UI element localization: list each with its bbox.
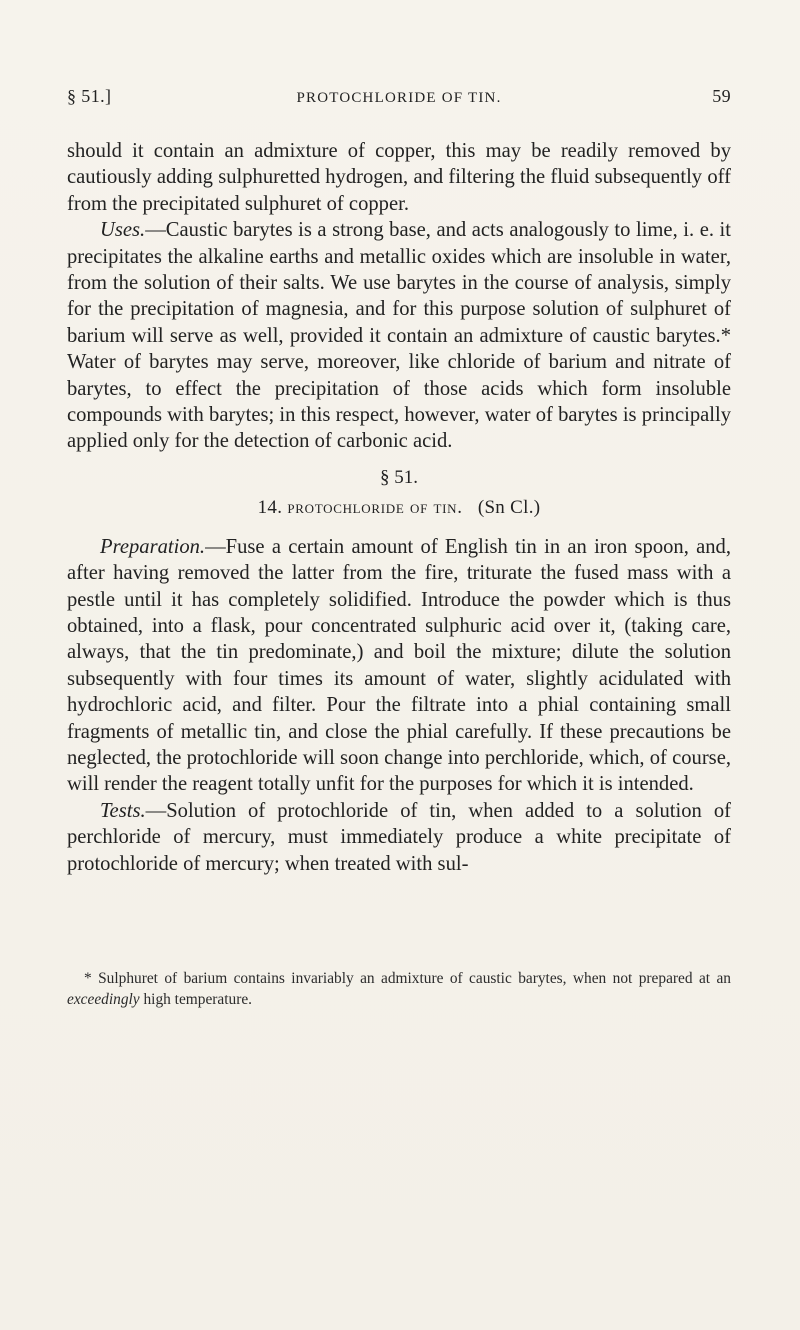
tests-text: —Solution of protochloride of tin, when added to a solution of perchloride of mercury, must immediately produce a white precipitate of protochloride of mercury; when treated with sul- [67, 799, 731, 875]
body-text [67, 138, 731, 877]
paragraph-tests [67, 798, 731, 877]
section-number: 14. [257, 497, 283, 519]
footnote [67, 968, 731, 1010]
footnote-emphasis: exceedingly [67, 991, 140, 1008]
section-formula: (Sn Cl.) [477, 497, 541, 519]
uses-label: Uses. [100, 219, 146, 242]
paragraph-copper: should it contain an admixture of copper, this may be readily removed by cautiously adding sulphuretted hydrogen, and filtering the fluid subsequently off from the precipitated sulphuret of copper. [67, 140, 731, 215]
footnote-text-before: * Sulphuret of barium contains invariably an admixture of caustic barytes, when not prepared at an [84, 970, 731, 987]
section-name: protochloride of tin. [287, 497, 463, 519]
header-title: PROTOCHLORIDE OF TIN. [296, 90, 502, 106]
page-number: 59 [712, 86, 731, 106]
running-header [67, 86, 731, 114]
footnote-text [67, 968, 731, 1010]
paragraph-uses [67, 217, 731, 455]
section-mark: § 51. [380, 466, 418, 488]
preparation-label: Preparation. [100, 535, 206, 558]
header-section-ref: § 51.] [67, 86, 112, 106]
uses-text: —Caustic barytes is a strong base, and acts analogously to lime, i. e. it precipitates the alkaline earths and metallic oxides which are insoluble in water, from the solution of their salts. We use barytes in the course of analysis, simply for the precipitation of magnesia, and for this purpose solution of sulphuret of barium will serve as well, provided it contain an admixture of caustic barytes.* Water of barytes may serve, moreover, like chloride of barium and nitrate of barytes, to effect the precipitation of those acids which form insoluble compounds with barytes; in this respect, however, water of barytes is principally applied only for the detection of carbonic acid. [67, 219, 731, 453]
paragraph-preparation [67, 534, 731, 798]
section-title [67, 495, 731, 521]
preparation-text: —Fuse a certain amount of English tin in an iron spoon, and, after having removed the latter from the fire, triturate the fused mass with a pestle until it has completely solidified. Introduce the powder which is thus obtained, into a flask, pour concentrated sulphuric acid over it, (taking care, always, that the tin predominate,) and boil the mixture; dilute the solution subsequently with four times its amount of water, slightly acidulated with hydrochloric acid, and filter. Pour the filtrate into a phial containing small fragments of metallic tin, and close the phial carefully. If these precautions be neglected, the protochloride will soon change into perchloride, which, of course, will render the reagent totally unfit for the purposes for which it is intended. [67, 535, 731, 796]
footnote-text-after: high temperature. [139, 991, 253, 1008]
tests-label: Tests. [100, 799, 146, 822]
